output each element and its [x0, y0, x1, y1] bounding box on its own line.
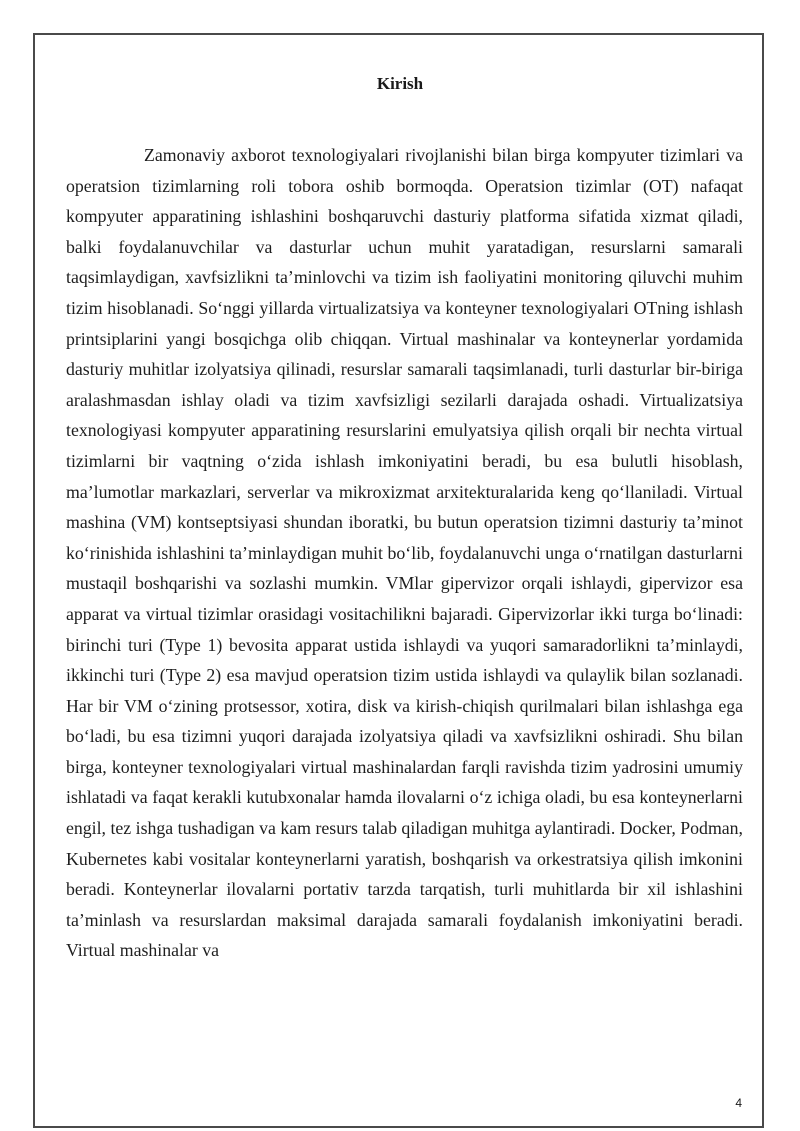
page-number: 4	[735, 1096, 742, 1110]
page-title: Kirish	[376, 74, 424, 93]
body-paragraph: Zamonaviy axborot texnologiyalari rivojlanishi bilan birga kompyuter tizimlari va operatsion tizimlarning roli tobora oshib bormoqda. Operatsion tizimlar (OT) nafaqat kompyuter apparatining ishlashini boshqaruvchi dasturiy platforma sifatida xizmat qiladi, balki foydalanuvchilar va dasturlar uchun muhit yaratadigan, resurslarni samarali taqsimlaydigan, xavfsizlikni ta’minlovchi va tizim ish faoliyatini monitoring qiluvchi muhim tizim hisoblanadi. So‘nggi yillarda virtualizatsiya va konteyner texnologiyalari OTning ishlash printsiplarini yangi bosqichga olib chiqqan. Virtual mashinalar va konteynerlar yordamida dasturiy muhitlar izolyatsiya qilinadi, resurslar samarali taqsimlanadi, turli dasturlar bir-biriga aralashmasdan ishlay oladi va tizim xavfsizligi sezilarli darajada oshadi. Virtualizatsiya texnologiyasi kompyuter apparatining resurslarini emulyatsiya qilish orqali bir nechta virtual tizimlarni bir vaqtning o‘zida ishlash imkoniyatini beradi, bu esa bulutli hisoblash, ma’lumotlar markazlari, serverlar va mikroxizmat arxitekturalarida keng qo‘llaniladi. Virtual mashina (VM) kontseptsiyasi shundan iboratki, bu butun operatsion tizimni dasturiy ta’minot ko‘rinishida ishlashini ta’minlaydigan muhit bo‘lib, foydalanuvchi unga o‘rnatilgan dasturlarni mustaqil boshqarishi va sozlashi mumkin. VMlar gipervizor orqali ishlaydi, gipervizor esa apparat va virtual tizimlar orasidagi vositachilikni bajaradi. Gipervizorlar ikki turga bo‘linadi: birinchi turi (Type 1) bevosita apparat ustida ishlaydi va yuqori samaradorlikni ta’minlaydi, ikkinchi turi (Type 2) esa mavjud operatsion tizim ustida ishlaydi va qulaylik bilan sozlanadi. Har bir VM o‘zining protsessor, xotira, disk va kirish-chiqish qurilmalari bilan ishlashga ega bo‘ladi, bu esa tizimni yuqori darajada izolyatsiya qiladi va xavfsizlikni oshiradi. Shu bilan birga, konteyner texnologiyalari virtual mashinalardan farqli ravishda tizim yadrosini umumiy ishlatadi va faqat kerakli kutubxonalar hamda ilovalarni o‘z ichiga oladi, bu esa konteynerlarni engil, tez ishga tushadigan va kam resurs talab qiladigan muhitga aylantiradi. Docker, Podman, Kubernetes kabi vositalar konteynerlarni yaratish, boshqarish va orkestratsiya qilish imkonini beradi. Konteynerlar ilovalarni portativ tarzda tarqatish, turli muhitlarda bir xil ishlashini ta’minlash va resurslardan maksimal darajada samarali foydalanish imkoniyatini beradi. Virtual mashinalar va	[66, 145, 743, 961]
